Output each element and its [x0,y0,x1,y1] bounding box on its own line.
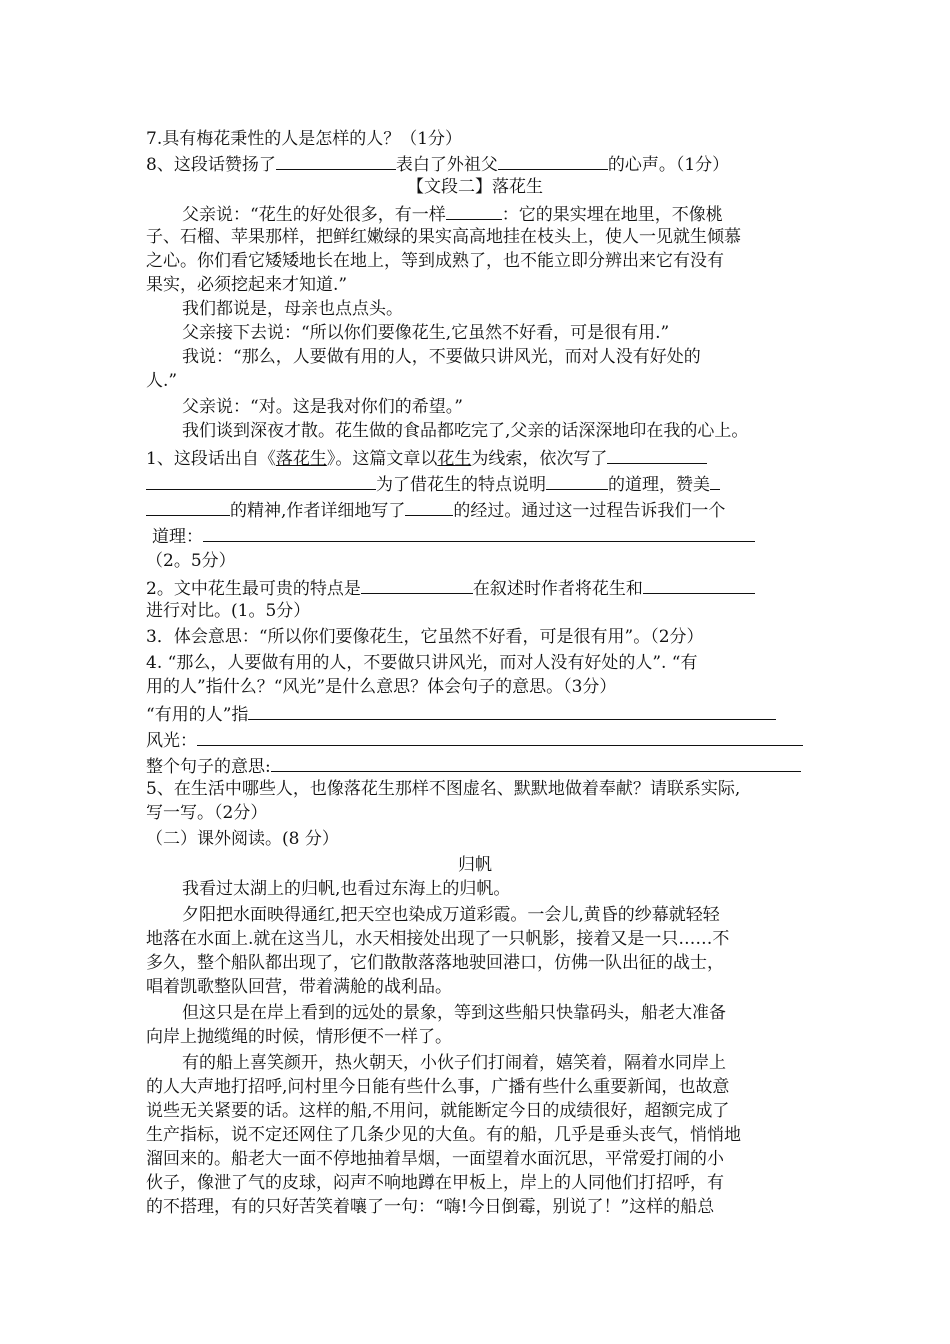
story-title: 归帆 [458,855,492,875]
passage-line: 人.” [146,371,178,391]
question-4: 4. “那么，人要做有用的人，不要做只讲风光，而对人没有好处的人”. “有 [146,653,698,673]
question-1-line-3: 的精神,作者详细地写了 的经过。通过这一过程告诉我们一个 [146,498,725,522]
question-4-line-2: 用的人”指什么？“风光”是什么意思？体会句子的意思。（3分） [146,677,617,697]
passage-paragraph: 我们谈到深夜才散。花生做的食品都吃完了,父亲的话深深地印在我的心上。 [182,421,749,441]
question-7: 7.具有梅花秉性的人是怎样的人？（1分） [146,129,463,149]
story-line: 的不搭理，有的只好苦笑着嚷了一句：“嗨!今日倒霉，别说了！”这样的船总 [146,1197,715,1217]
answer-blank[interactable] [276,152,396,170]
story-paragraph: 夕阳把水面映得通红,把天空也染成万道彩霞。一会儿,黄昏的纱幕就轻轻 [182,905,720,925]
passage-line: 子、石榴、苹果那样，把鲜红嫩绿的果实高高地挂在枝头上，使人一见就生倾慕 [146,227,741,247]
question-5-line-2: 写一写。（2分） [146,803,268,823]
passage-paragraph: 父亲接下去说：“所以你们要像花生,它虽然不好看，可是很有用.” [182,323,670,343]
answer-blank[interactable] [446,202,502,220]
story-line: 溜回来的。船老大一面不停地抽着旱烟，一面望着水面沉思，平常爱打闹的小 [146,1149,724,1169]
answer-blank[interactable] [607,446,707,464]
story-paragraph: 有的船上喜笑颜开，热火朝天，小伙子们打闹着，嬉笑着，隔着水同岸上 [182,1053,726,1073]
answer-blank[interactable] [643,576,755,594]
answer-blank[interactable] [146,498,230,516]
passage-line: 之心。你们看它矮矮地长在地上，等到成熟了，也不能立即分辨出来它有没有 [146,251,724,271]
story-paragraph: 但这只是在岸上看到的远处的景象，等到这些船只快靠码头，船老大准备 [182,1003,726,1023]
question-4-answer-2: 风光： [146,728,803,752]
question-4-answer-1: “有用的人”指 [146,702,776,726]
answer-blank[interactable] [546,472,608,490]
answer-blank[interactable] [361,576,473,594]
question-1-score: （2。5分） [146,551,236,571]
story-line: 生产指标，说不定还网住了几条少见的大鱼。有的船，几乎是垂头丧气，悄悄地 [146,1125,741,1145]
passage-paragraph: 父亲说：“花生的好处很多，有一样 ：它的果实埋在地里，不像桃 [182,202,723,226]
section-2-title: 【文段二】落花生 [407,177,543,197]
passage-paragraph: 我们都说是，母亲也点点头。 [182,299,403,319]
question-8: 8、这段话赞扬了 表白了外祖父 的心声。（1分） [146,152,729,176]
answer-blank[interactable] [197,728,803,746]
story-line: 的人大声地打招呼,问村里今日能有些什么事，广播有些什么重要新闻，也故意 [146,1077,730,1097]
story-paragraph: 我看过太湖上的归帆,也看过东海上的归帆。 [182,879,511,899]
answer-blank[interactable] [498,152,608,170]
question-5: 5、在生活中哪些人，也像落花生那样不图虚名、默默地做着奉献？请联系实际, [146,779,741,799]
answer-blank[interactable] [710,472,720,490]
answer-blank[interactable] [248,702,776,720]
answer-blank[interactable] [203,524,755,542]
question-1-line-2: 为了借花生的特点说明 的道理，赞美 [146,472,720,496]
question-1-line-4: 道理： [152,524,755,548]
question-1: 1、这段话出自《落花生》。这篇文章以花生为线索，依次写了 [146,446,707,470]
passage-paragraph: 父亲说：“对。这是我对你们的希望。” [182,397,463,417]
answer-blank[interactable] [146,472,376,490]
story-line: 向岸上抛缆绳的时候，情形便不一样了。 [146,1027,452,1047]
story-line: 唱着凯歌整队回营，带着满舱的战利品。 [146,977,452,997]
question-2-line-2: 进行对比。(1。5分） [146,601,311,621]
question-2: 2。文中花生最可贵的特点是 在叙述时作者将花生和 [146,576,755,600]
story-line: 多久，整个船队都出现了，它们散散落落地驶回港口，仿佛一队出征的战士， [146,953,724,973]
story-line: 地落在水面上.就在这当儿，水天相接处出现了一只帆影，接着又是一只……不 [146,929,730,949]
answer-blank[interactable] [271,754,801,772]
passage-paragraph: 我说：“那么，人要做有用的人，不要做只讲风光，而对人没有好处的 [182,347,701,367]
question-4-answer-3: 整个句子的意思: [146,754,801,778]
story-line: 伙子，像泄了气的皮球，闷声不响地蹲在甲板上，岸上的人同他们打招呼，有 [146,1173,724,1193]
answer-blank[interactable] [405,498,453,516]
story-line: 说些无关紧要的话。这样的船,不用问，就能断定今日的成绩很好，超额完成了 [146,1101,730,1121]
passage-line: 果实，必须挖起来才知道.” [146,275,348,295]
part-2-heading: （二）课外阅读。(8 分） [146,829,339,849]
question-3: 3．体会意思：“所以你们要像花生，它虽然不好看，可是很有用”。（2分） [146,627,704,647]
